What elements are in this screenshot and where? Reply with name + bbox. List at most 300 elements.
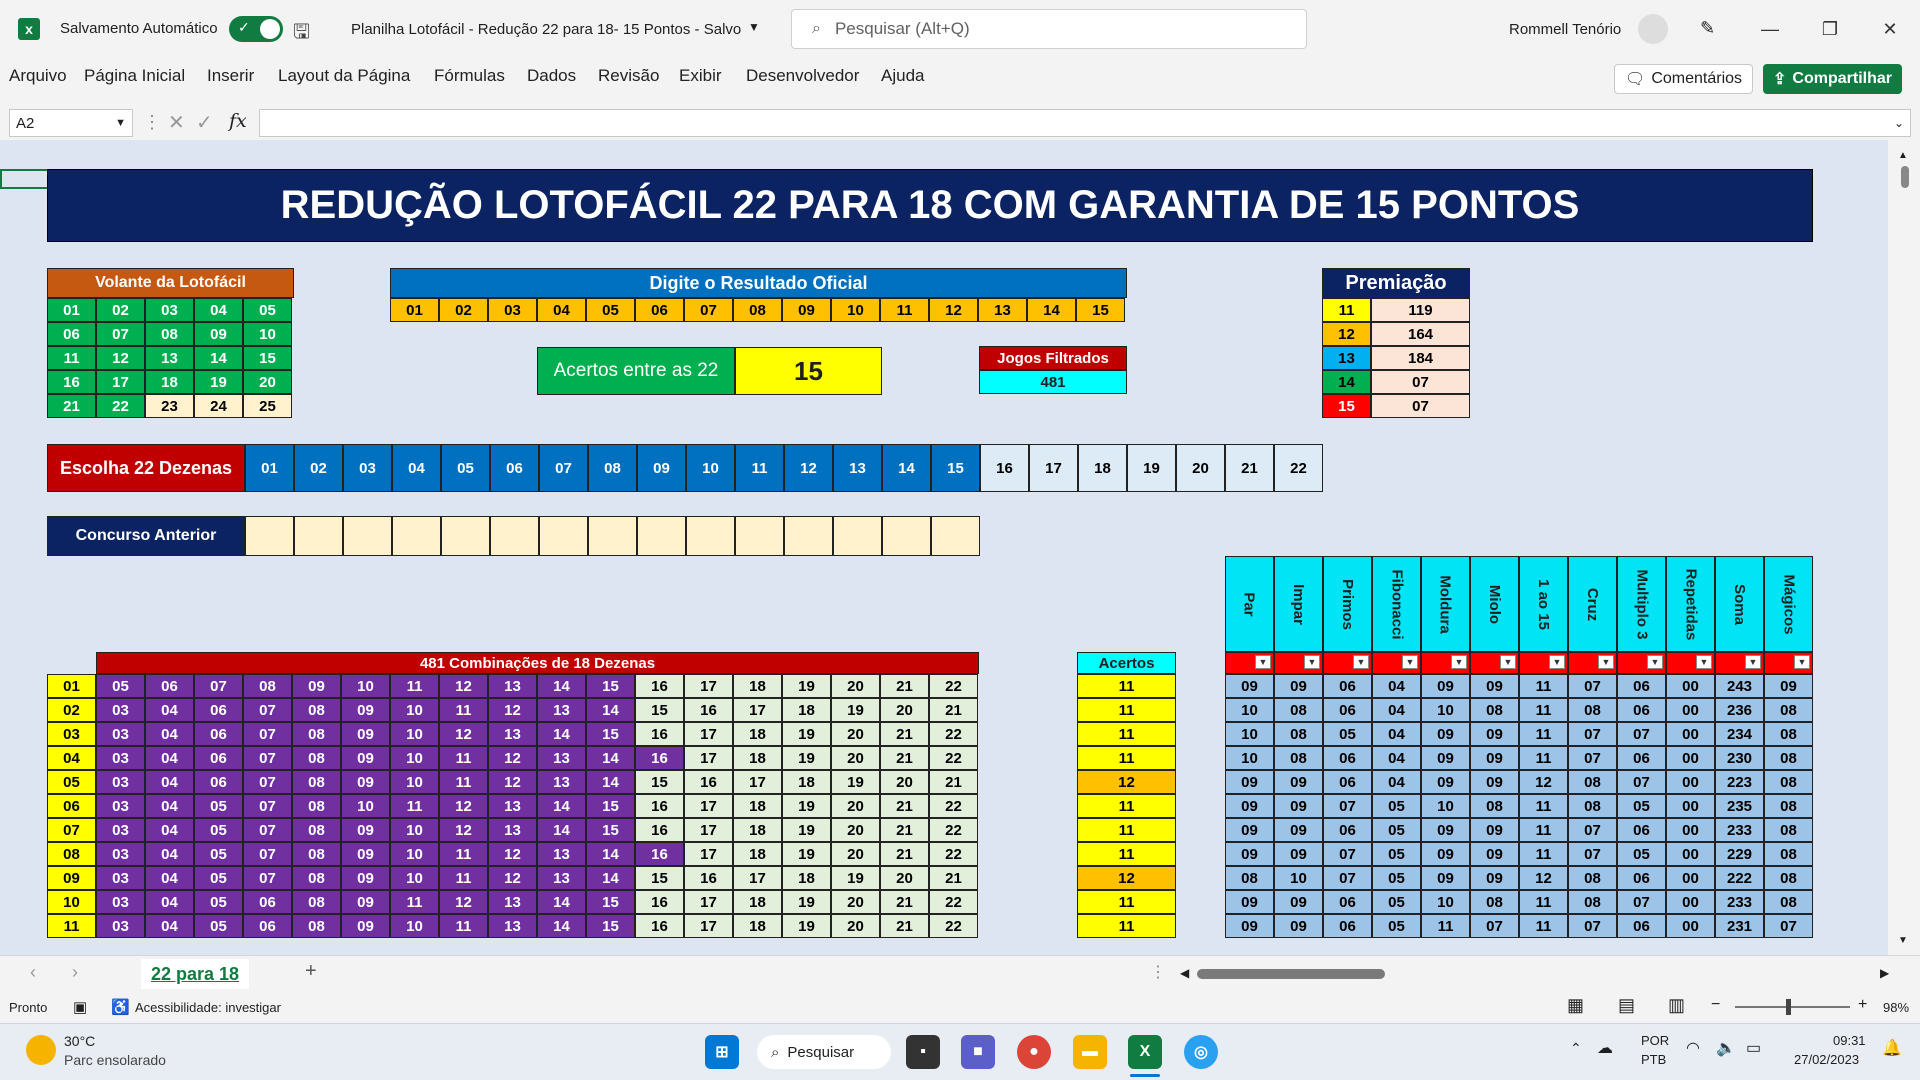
- combo-number[interactable]: 17: [684, 914, 733, 938]
- concurso-cell[interactable]: [392, 516, 441, 556]
- combo-number[interactable]: 09: [341, 914, 390, 938]
- combo-number[interactable]: 21: [929, 698, 978, 722]
- menu-formulas[interactable]: Fórmulas: [434, 66, 505, 85]
- combo-number[interactable]: 20: [831, 794, 880, 818]
- tab-22-para-18[interactable]: 22 para 18: [141, 959, 249, 989]
- resultado-number[interactable]: 13: [978, 298, 1027, 322]
- combo-number[interactable]: 19: [782, 794, 831, 818]
- filter-dropdown-icon[interactable]: ▼: [1255, 655, 1271, 669]
- filter-dropdown-icon[interactable]: ▼: [1647, 655, 1663, 669]
- escolha-number[interactable]: 04: [392, 444, 441, 492]
- formula-input[interactable]: [259, 109, 1911, 137]
- combo-number[interactable]: 11: [439, 770, 488, 794]
- escolha-number[interactable]: 06: [490, 444, 539, 492]
- zoom-out-icon[interactable]: −: [1711, 996, 1721, 1013]
- combo-number[interactable]: 18: [733, 914, 782, 938]
- combo-number[interactable]: 06: [243, 890, 292, 914]
- combo-number[interactable]: 15: [586, 914, 635, 938]
- combo-number[interactable]: 17: [684, 794, 733, 818]
- escolha-number[interactable]: 18: [1078, 444, 1127, 492]
- concurso-cell[interactable]: [637, 516, 686, 556]
- combo-number[interactable]: 11: [439, 914, 488, 938]
- page-layout-icon[interactable]: ▤: [1618, 995, 1636, 1015]
- zoom-slider-thumb[interactable]: [1786, 999, 1791, 1015]
- escolha-number[interactable]: 11: [735, 444, 784, 492]
- combo-number[interactable]: 15: [586, 818, 635, 842]
- combo-number[interactable]: 04: [145, 818, 194, 842]
- stats-filter[interactable]: [1274, 652, 1323, 674]
- combo-number[interactable]: 16: [635, 914, 684, 938]
- combo-number[interactable]: 13: [488, 722, 537, 746]
- stats-filter[interactable]: [1568, 652, 1617, 674]
- combo-number[interactable]: 11: [390, 890, 439, 914]
- combo-number[interactable]: 04: [145, 722, 194, 746]
- selected-cell[interactable]: [0, 169, 50, 189]
- combo-number[interactable]: 07: [243, 794, 292, 818]
- combo-number[interactable]: 13: [488, 890, 537, 914]
- language-1[interactable]: POR: [1641, 1033, 1670, 1048]
- concurso-cell[interactable]: [882, 516, 931, 556]
- escolha-number[interactable]: 13: [833, 444, 882, 492]
- pen-icon[interactable]: ✎: [1700, 18, 1716, 38]
- autosave-toggle[interactable]: [229, 16, 283, 42]
- stats-filter[interactable]: [1764, 652, 1813, 674]
- combo-number[interactable]: 10: [390, 698, 439, 722]
- scroll-up-icon[interactable]: ▲: [1898, 150, 1908, 161]
- combo-number[interactable]: 21: [880, 890, 929, 914]
- close-icon[interactable]: ✕: [1882, 18, 1898, 39]
- combo-number[interactable]: 03: [96, 698, 145, 722]
- combo-number[interactable]: 17: [684, 818, 733, 842]
- combo-number[interactable]: 18: [733, 794, 782, 818]
- escolha-number[interactable]: 12: [784, 444, 833, 492]
- combo-number[interactable]: 03: [96, 842, 145, 866]
- stats-filter[interactable]: [1421, 652, 1470, 674]
- combo-number[interactable]: 16: [684, 866, 733, 890]
- fx-icon[interactable]: fx: [229, 110, 247, 132]
- combo-number[interactable]: 10: [390, 842, 439, 866]
- filter-dropdown-icon[interactable]: ▼: [1549, 655, 1565, 669]
- accessibility-icon[interactable]: ♿: [111, 999, 130, 1016]
- chevron-up-icon[interactable]: ⌃: [1570, 1040, 1582, 1056]
- combo-number[interactable]: 16: [684, 770, 733, 794]
- combo-number[interactable]: 05: [194, 914, 243, 938]
- combo-number[interactable]: 13: [488, 794, 537, 818]
- filter-dropdown-icon[interactable]: ▼: [1794, 655, 1810, 669]
- concurso-cell[interactable]: [735, 516, 784, 556]
- combo-number[interactable]: 05: [194, 818, 243, 842]
- enter-icon[interactable]: ✓: [196, 112, 213, 134]
- combo-number[interactable]: 13: [537, 770, 586, 794]
- combo-number[interactable]: 04: [145, 746, 194, 770]
- user-name[interactable]: Rommell Tenório: [1509, 21, 1622, 38]
- combo-number[interactable]: 18: [733, 818, 782, 842]
- combo-number[interactable]: 05: [194, 794, 243, 818]
- combo-number[interactable]: 13: [537, 746, 586, 770]
- combo-number[interactable]: 15: [635, 698, 684, 722]
- combo-number[interactable]: 20: [880, 698, 929, 722]
- combo-number[interactable]: 11: [439, 746, 488, 770]
- combo-number[interactable]: 13: [488, 818, 537, 842]
- combo-number[interactable]: 14: [586, 746, 635, 770]
- menu-exibir[interactable]: Exibir: [679, 66, 722, 85]
- escolha-number[interactable]: 14: [882, 444, 931, 492]
- escolha-number[interactable]: 16: [980, 444, 1029, 492]
- concurso-cell[interactable]: [833, 516, 882, 556]
- combo-number[interactable]: 12: [439, 722, 488, 746]
- share-button[interactable]: [1763, 64, 1902, 94]
- combo-number[interactable]: 05: [194, 842, 243, 866]
- concurso-cell[interactable]: [294, 516, 343, 556]
- filter-dropdown-icon[interactable]: ▼: [1402, 655, 1418, 669]
- menu-arquivo[interactable]: Arquivo: [9, 66, 67, 85]
- combo-number[interactable]: 11: [390, 674, 439, 698]
- combo-number[interactable]: 17: [684, 722, 733, 746]
- combo-number[interactable]: 09: [341, 842, 390, 866]
- combo-number[interactable]: 12: [439, 794, 488, 818]
- combo-number[interactable]: 14: [586, 866, 635, 890]
- document-title[interactable]: Planilha Lotofácil - Redução 22 para 18- 15 Pontos - Salvo: [351, 21, 742, 38]
- scroll-thumb[interactable]: [1901, 166, 1909, 188]
- name-box[interactable]: [9, 109, 133, 137]
- combo-number[interactable]: 21: [929, 770, 978, 794]
- concurso-cell[interactable]: [343, 516, 392, 556]
- resultado-number[interactable]: 12: [929, 298, 978, 322]
- combo-number[interactable]: 10: [390, 914, 439, 938]
- combo-number[interactable]: 18: [782, 698, 831, 722]
- resultado-number[interactable]: 01: [390, 298, 439, 322]
- combo-number[interactable]: 20: [831, 674, 880, 698]
- concurso-cell[interactable]: [245, 516, 294, 556]
- normal-view-icon[interactable]: ▦: [1567, 995, 1585, 1015]
- volume-icon[interactable]: 🔈: [1716, 1040, 1736, 1057]
- combo-number[interactable]: 14: [586, 698, 635, 722]
- escolha-number[interactable]: 22: [1274, 444, 1323, 492]
- combo-number[interactable]: 04: [145, 890, 194, 914]
- combo-number[interactable]: 14: [537, 818, 586, 842]
- concurso-cell[interactable]: [931, 516, 980, 556]
- combo-number[interactable]: 08: [243, 674, 292, 698]
- combo-number[interactable]: 20: [880, 770, 929, 794]
- combo-number[interactable]: 14: [537, 722, 586, 746]
- combo-number[interactable]: 03: [96, 746, 145, 770]
- accessibility-status[interactable]: Acessibilidade: investigar: [135, 1000, 281, 1015]
- combo-number[interactable]: 19: [831, 770, 880, 794]
- combo-number[interactable]: 19: [782, 818, 831, 842]
- menu-layout[interactable]: Layout da Página: [278, 66, 411, 85]
- combo-number[interactable]: 07: [243, 746, 292, 770]
- combo-number[interactable]: 14: [537, 890, 586, 914]
- combo-number[interactable]: 13: [488, 914, 537, 938]
- filter-dropdown-icon[interactable]: ▼: [1451, 655, 1467, 669]
- combo-number[interactable]: 12: [439, 818, 488, 842]
- add-sheet-button[interactable]: +: [305, 960, 317, 982]
- combo-number[interactable]: 06: [145, 674, 194, 698]
- taskbar-search[interactable]: [757, 1035, 891, 1069]
- combo-number[interactable]: 20: [831, 890, 880, 914]
- combo-number[interactable]: 14: [586, 842, 635, 866]
- combo-number[interactable]: 11: [439, 842, 488, 866]
- vertical-scrollbar[interactable]: [1890, 140, 1920, 955]
- escolha-number[interactable]: 01: [245, 444, 294, 492]
- combo-number[interactable]: 12: [439, 890, 488, 914]
- expand-icon[interactable]: ⌄: [1893, 116, 1904, 130]
- combo-number[interactable]: 10: [390, 866, 439, 890]
- combo-number[interactable]: 15: [586, 722, 635, 746]
- combo-number[interactable]: 21: [880, 914, 929, 938]
- combo-number[interactable]: 03: [96, 866, 145, 890]
- combo-number[interactable]: 17: [733, 698, 782, 722]
- combo-number[interactable]: 10: [390, 722, 439, 746]
- combo-number[interactable]: 04: [145, 794, 194, 818]
- menu-dados[interactable]: Dados: [527, 66, 577, 85]
- combo-number[interactable]: 07: [243, 818, 292, 842]
- combo-number[interactable]: 17: [684, 746, 733, 770]
- combo-number[interactable]: 12: [439, 674, 488, 698]
- combo-number[interactable]: 20: [831, 818, 880, 842]
- network-tray-icon[interactable]: ☁: [1597, 1040, 1613, 1057]
- combo-number[interactable]: 18: [733, 674, 782, 698]
- combo-number[interactable]: 21: [880, 794, 929, 818]
- resultado-number[interactable]: 02: [439, 298, 488, 322]
- chrome-icon[interactable]: ●: [1017, 1035, 1051, 1069]
- teams-icon[interactable]: ■: [961, 1035, 995, 1069]
- combo-number[interactable]: 09: [341, 866, 390, 890]
- combo-number[interactable]: 16: [635, 722, 684, 746]
- minimize-icon[interactable]: —: [1761, 18, 1779, 39]
- combo-number[interactable]: 16: [635, 794, 684, 818]
- avatar[interactable]: [1638, 14, 1668, 44]
- combo-number[interactable]: 21: [880, 818, 929, 842]
- resultado-number[interactable]: 14: [1027, 298, 1076, 322]
- combo-number[interactable]: 16: [635, 842, 684, 866]
- menu-pagina-inicial[interactable]: Página Inicial: [84, 66, 186, 85]
- combo-number[interactable]: 08: [292, 866, 341, 890]
- combo-number[interactable]: 03: [96, 914, 145, 938]
- escolha-number[interactable]: 17: [1029, 444, 1078, 492]
- combo-number[interactable]: 07: [243, 698, 292, 722]
- escolha-number[interactable]: 08: [588, 444, 637, 492]
- combo-number[interactable]: 07: [243, 842, 292, 866]
- combo-number[interactable]: 08: [292, 698, 341, 722]
- escolha-number[interactable]: 07: [539, 444, 588, 492]
- combo-number[interactable]: 09: [341, 698, 390, 722]
- escolha-number[interactable]: 03: [343, 444, 392, 492]
- combo-number[interactable]: 16: [635, 674, 684, 698]
- combo-number[interactable]: 17: [733, 770, 782, 794]
- combo-number[interactable]: 06: [194, 722, 243, 746]
- language-2[interactable]: PTB: [1641, 1052, 1667, 1067]
- zoom-level[interactable]: 98%: [1883, 1000, 1910, 1015]
- filter-dropdown-icon[interactable]: ▼: [1745, 655, 1761, 669]
- combo-number[interactable]: 13: [537, 842, 586, 866]
- combo-number[interactable]: 18: [782, 770, 831, 794]
- combo-number[interactable]: 16: [684, 698, 733, 722]
- combo-number[interactable]: 06: [194, 770, 243, 794]
- worksheet[interactable]: [0, 140, 1888, 955]
- combo-number[interactable]: 18: [733, 746, 782, 770]
- escolha-number[interactable]: 21: [1225, 444, 1274, 492]
- menu-inserir[interactable]: Inserir: [207, 66, 255, 85]
- zoom-slider[interactable]: [1735, 1006, 1850, 1008]
- combo-number[interactable]: 19: [782, 746, 831, 770]
- combo-number[interactable]: 17: [684, 890, 733, 914]
- combo-number[interactable]: 16: [635, 818, 684, 842]
- combo-number[interactable]: 06: [194, 746, 243, 770]
- app-icon[interactable]: ◎: [1184, 1035, 1218, 1069]
- combo-number[interactable]: 13: [537, 866, 586, 890]
- combo-number[interactable]: 03: [96, 794, 145, 818]
- task-view-icon[interactable]: ▪: [906, 1035, 940, 1069]
- combo-number[interactable]: 18: [733, 842, 782, 866]
- restore-icon[interactable]: ❐: [1821, 18, 1839, 39]
- combo-number[interactable]: 17: [733, 866, 782, 890]
- weather-icon[interactable]: [26, 1035, 56, 1065]
- scroll-down-icon[interactable]: ▼: [1898, 935, 1908, 946]
- combo-number[interactable]: 10: [390, 818, 439, 842]
- combo-number[interactable]: 22: [929, 818, 978, 842]
- resultado-number[interactable]: 06: [635, 298, 684, 322]
- scroll-right-icon[interactable]: ▶: [1880, 966, 1890, 980]
- stats-filter[interactable]: [1715, 652, 1764, 674]
- wifi-icon[interactable]: ◠: [1686, 1040, 1700, 1057]
- combo-number[interactable]: 22: [929, 842, 978, 866]
- combo-number[interactable]: 14: [586, 770, 635, 794]
- combo-number[interactable]: 08: [292, 722, 341, 746]
- filter-dropdown-icon[interactable]: ▼: [1304, 655, 1320, 669]
- resultado-number[interactable]: 11: [880, 298, 929, 322]
- combo-number[interactable]: 22: [929, 890, 978, 914]
- combo-number[interactable]: 21: [880, 674, 929, 698]
- next-sheet-icon[interactable]: ›: [72, 962, 78, 982]
- combo-number[interactable]: 09: [341, 746, 390, 770]
- combo-number[interactable]: 08: [292, 890, 341, 914]
- combo-number[interactable]: 18: [733, 722, 782, 746]
- macro-icon[interactable]: ▣: [73, 999, 88, 1016]
- file-explorer-icon[interactable]: ▬: [1073, 1035, 1107, 1069]
- combo-number[interactable]: 09: [341, 770, 390, 794]
- combo-number[interactable]: 12: [488, 746, 537, 770]
- combo-number[interactable]: 08: [292, 818, 341, 842]
- combo-number[interactable]: 21: [880, 746, 929, 770]
- chevron-down-icon[interactable]: ▼: [748, 20, 760, 34]
- combo-number[interactable]: 12: [488, 866, 537, 890]
- escolha-number[interactable]: 05: [441, 444, 490, 492]
- stats-filter[interactable]: [1666, 652, 1715, 674]
- combo-number[interactable]: 18: [733, 890, 782, 914]
- resultado-number[interactable]: 09: [782, 298, 831, 322]
- weather-desc[interactable]: Parc ensolarado: [64, 1052, 166, 1068]
- battery-icon[interactable]: ▭: [1746, 1040, 1762, 1057]
- combo-number[interactable]: 17: [684, 842, 733, 866]
- save-icon[interactable]: 🖫: [293, 21, 311, 43]
- combo-number[interactable]: 14: [537, 914, 586, 938]
- combo-number[interactable]: 22: [929, 722, 978, 746]
- horizontal-scroll-thumb[interactable]: [1197, 969, 1385, 979]
- combo-number[interactable]: 05: [96, 674, 145, 698]
- filter-dropdown-icon[interactable]: ▼: [1353, 655, 1369, 669]
- concurso-cell[interactable]: [588, 516, 637, 556]
- combo-number[interactable]: 03: [96, 818, 145, 842]
- clock-date[interactable]: 27/02/2023: [1794, 1052, 1860, 1067]
- combo-number[interactable]: 15: [635, 866, 684, 890]
- combo-number[interactable]: 07: [243, 722, 292, 746]
- weather-temp[interactable]: 30°C: [64, 1033, 96, 1049]
- prev-sheet-icon[interactable]: ‹: [30, 962, 36, 982]
- resultado-number[interactable]: 15: [1076, 298, 1125, 322]
- combo-number[interactable]: 08: [292, 914, 341, 938]
- combo-number[interactable]: 10: [390, 746, 439, 770]
- combo-number[interactable]: 15: [635, 770, 684, 794]
- zoom-in-icon[interactable]: +: [1858, 996, 1868, 1013]
- combo-number[interactable]: 22: [929, 914, 978, 938]
- combo-number[interactable]: 21: [880, 722, 929, 746]
- combo-number[interactable]: 06: [194, 698, 243, 722]
- escolha-number[interactable]: 20: [1176, 444, 1225, 492]
- menu-ajuda[interactable]: Ajuda: [881, 66, 925, 85]
- combo-number[interactable]: 20: [880, 866, 929, 890]
- search-input[interactable]: [791, 9, 1307, 49]
- combo-number[interactable]: 04: [145, 842, 194, 866]
- combo-number[interactable]: 03: [96, 722, 145, 746]
- filter-dropdown-icon[interactable]: ▼: [1500, 655, 1516, 669]
- combo-number[interactable]: 04: [145, 770, 194, 794]
- stats-filter[interactable]: [1617, 652, 1666, 674]
- escolha-number[interactable]: 02: [294, 444, 343, 492]
- combo-number[interactable]: 07: [243, 866, 292, 890]
- combo-number[interactable]: 22: [929, 794, 978, 818]
- concurso-cell[interactable]: [784, 516, 833, 556]
- escolha-number[interactable]: 09: [637, 444, 686, 492]
- concurso-cell[interactable]: [490, 516, 539, 556]
- combo-number[interactable]: 19: [831, 698, 880, 722]
- combo-number[interactable]: 08: [292, 770, 341, 794]
- resultado-number[interactable]: 07: [684, 298, 733, 322]
- combo-number[interactable]: 19: [782, 674, 831, 698]
- resultado-number[interactable]: 10: [831, 298, 880, 322]
- filter-dropdown-icon[interactable]: ▼: [1598, 655, 1614, 669]
- combo-number[interactable]: 22: [929, 674, 978, 698]
- stats-filter[interactable]: [1519, 652, 1568, 674]
- combo-number[interactable]: 08: [292, 794, 341, 818]
- combo-number[interactable]: 20: [831, 722, 880, 746]
- combo-number[interactable]: 03: [96, 890, 145, 914]
- concurso-cell[interactable]: [686, 516, 735, 556]
- combo-number[interactable]: 21: [929, 866, 978, 890]
- combo-number[interactable]: 19: [782, 890, 831, 914]
- escolha-number[interactable]: 19: [1127, 444, 1176, 492]
- combo-number[interactable]: 16: [635, 746, 684, 770]
- combo-number[interactable]: 17: [684, 674, 733, 698]
- combo-number[interactable]: 04: [145, 866, 194, 890]
- combo-number[interactable]: 20: [831, 914, 880, 938]
- combo-number[interactable]: 10: [390, 770, 439, 794]
- concurso-cell[interactable]: [441, 516, 490, 556]
- resultado-number[interactable]: 08: [733, 298, 782, 322]
- combo-number[interactable]: 10: [341, 794, 390, 818]
- combo-number[interactable]: 15: [586, 890, 635, 914]
- filter-dropdown-icon[interactable]: ▼: [1696, 655, 1712, 669]
- combo-number[interactable]: 19: [831, 866, 880, 890]
- start-icon[interactable]: ⊞: [705, 1035, 739, 1069]
- combo-number[interactable]: 14: [537, 794, 586, 818]
- page-break-icon[interactable]: ▥: [1668, 995, 1686, 1015]
- combo-number[interactable]: 04: [145, 698, 194, 722]
- combo-number[interactable]: 13: [537, 698, 586, 722]
- combo-number[interactable]: 18: [782, 866, 831, 890]
- combo-number[interactable]: 05: [194, 890, 243, 914]
- combo-number[interactable]: 20: [831, 842, 880, 866]
